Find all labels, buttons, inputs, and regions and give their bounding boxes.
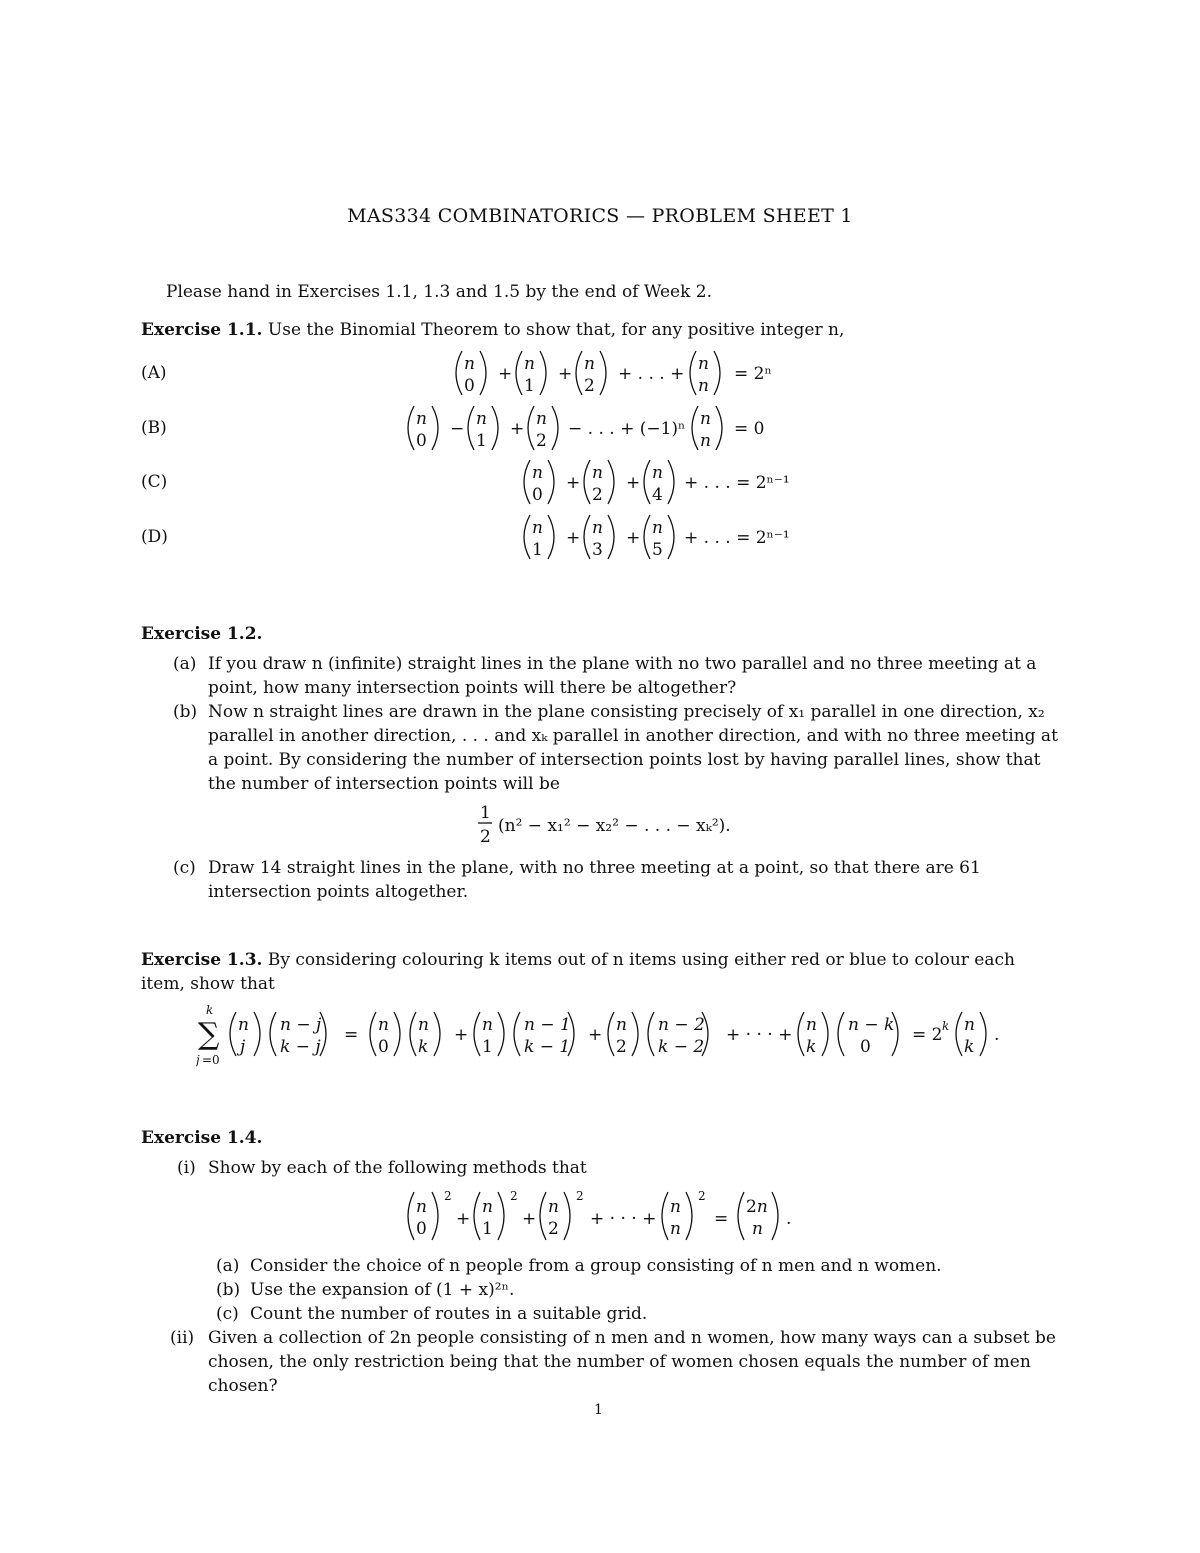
exercise-1-2-c-label: (c) bbox=[173, 858, 196, 878]
svg-text:1: 1 bbox=[532, 540, 543, 560]
exercise-1-3-heading: Exercise 1.3. bbox=[141, 950, 263, 970]
svg-text:n: n bbox=[532, 463, 543, 483]
svg-text:n: n bbox=[964, 1015, 975, 1035]
svg-text:n: n bbox=[700, 409, 711, 429]
exercise-1-4-i-text: Show by each of the following methods that bbox=[208, 1158, 587, 1178]
svg-text:1: 1 bbox=[482, 1219, 493, 1239]
exercise-1-4-heading: Exercise 1.4. bbox=[141, 1128, 263, 1148]
svg-text:+: + bbox=[566, 528, 581, 548]
svg-text:=: = bbox=[714, 1209, 729, 1229]
svg-text:n: n bbox=[670, 1197, 681, 1217]
page-title: MAS334 COMBINATORICS — PROBLEM SHEET 1 bbox=[347, 205, 853, 227]
svg-text:n: n bbox=[464, 354, 475, 374]
exercise-1-1-heading: Exercise 1.1. bbox=[141, 320, 263, 340]
svg-text:n: n bbox=[592, 518, 603, 538]
binom-n-0 bbox=[456, 351, 486, 396]
svg-text:+: + bbox=[558, 364, 573, 384]
svg-text:∑: ∑ bbox=[198, 1017, 220, 1052]
svg-text:0: 0 bbox=[378, 1037, 389, 1057]
svg-text:n: n bbox=[548, 1197, 559, 1217]
svg-text:n: n bbox=[482, 1197, 493, 1217]
exercise-1-4-a-text: Consider the choice of n people from a group consisting of n men and n women. bbox=[250, 1256, 942, 1276]
exercise-1-4-identity bbox=[392, 1186, 812, 1246]
svg-text:n: n bbox=[670, 1219, 681, 1239]
svg-text:n: n bbox=[752, 1219, 763, 1239]
exercise-1-4-ii-text: Given a collection of 2n people consisting of n men and n women, how many ways can a subset be chosen, the only restriction being that the number of women chosen equals the number of men chosen? bbox=[208, 1328, 1056, 1396]
svg-text:n: n bbox=[532, 518, 543, 538]
svg-text:n: n bbox=[238, 1015, 249, 1035]
svg-text:j: j bbox=[196, 1053, 200, 1067]
svg-text:2: 2 bbox=[536, 431, 547, 451]
svg-text:1: 1 bbox=[482, 1037, 493, 1057]
eq-a-rhs: = 2ⁿ bbox=[734, 364, 772, 384]
svg-text:=0: =0 bbox=[202, 1053, 220, 1067]
exercise-1-4-b-label: (b) bbox=[216, 1280, 241, 1300]
svg-text:2: 2 bbox=[698, 1189, 706, 1203]
binom-n-1 bbox=[516, 351, 546, 396]
svg-text:n: n bbox=[584, 354, 595, 374]
svg-text:+: + bbox=[626, 528, 641, 548]
exercise-1-1-text: Use the Binomial Theorem to show that, for any positive integer n, bbox=[267, 320, 845, 340]
svg-text:2: 2 bbox=[616, 1037, 627, 1057]
eq-b-rhs: = 0 bbox=[734, 419, 765, 439]
exercise-1-2-a-label: (a) bbox=[173, 654, 197, 674]
svg-text:k − 2: k − 2 bbox=[658, 1037, 705, 1057]
svg-text:n: n bbox=[416, 409, 427, 429]
svg-text:2: 2 bbox=[592, 485, 603, 505]
svg-text:n: n bbox=[418, 1015, 429, 1035]
exercise-1-2-b-text: Now n straight lines are drawn in the plane consisting precisely of x₁ parallel in one direction, x₂ parallel in another direction, . . . and xₖ parallel in another direction, and with no three meeting at a point. By considering the number of intersection points lost by having parallel lines, show that the number of intersection points will be bbox=[208, 702, 1058, 794]
svg-text:+: + bbox=[566, 473, 581, 493]
exercise-1-4-ii-label: (ii) bbox=[170, 1328, 195, 1348]
svg-text:n: n bbox=[592, 463, 603, 483]
svg-text:k: k bbox=[206, 1003, 214, 1017]
svg-text:+: + bbox=[456, 1209, 471, 1229]
svg-text:2: 2 bbox=[444, 1189, 452, 1203]
svg-text:k: k bbox=[964, 1037, 975, 1057]
svg-text:n: n bbox=[652, 463, 663, 483]
svg-text:+: + bbox=[522, 1209, 537, 1229]
svg-text:j: j bbox=[240, 1037, 246, 1057]
svg-text:0: 0 bbox=[464, 376, 475, 396]
exercise-1-3-text: By considering colouring k items out of n items using either red or blue to colour each item, show that bbox=[141, 950, 1015, 994]
svg-text:0: 0 bbox=[416, 431, 427, 451]
svg-text:n: n bbox=[476, 409, 487, 429]
eq-label-b: (B) bbox=[141, 418, 167, 438]
svg-text:n: n bbox=[416, 1197, 427, 1217]
exercise-1-3-identity bbox=[196, 1000, 1016, 1072]
svg-text:0: 0 bbox=[532, 485, 543, 505]
svg-text:k: k bbox=[942, 1019, 950, 1033]
svg-text:2: 2 bbox=[548, 1219, 559, 1239]
exercise-1-2-b-label: (b) bbox=[173, 702, 198, 722]
svg-text:+: + bbox=[454, 1025, 469, 1045]
equation-c bbox=[508, 454, 808, 510]
svg-text:k: k bbox=[806, 1037, 817, 1057]
svg-text:n: n bbox=[524, 354, 535, 374]
svg-text:4: 4 bbox=[652, 485, 663, 505]
exercise-1-4-c-text: Count the number of routes in a suitable grid. bbox=[250, 1304, 648, 1324]
eq-b-sign: − . . . + (−1)ⁿ bbox=[568, 419, 686, 439]
svg-text:k − 1: k − 1 bbox=[524, 1037, 571, 1057]
binom-n-n bbox=[690, 351, 720, 396]
svg-text:n: n bbox=[806, 1015, 817, 1035]
svg-text:+ · · · +: + · · · + bbox=[726, 1025, 793, 1045]
svg-text:n − 2: n − 2 bbox=[658, 1015, 705, 1035]
svg-text:n: n bbox=[378, 1015, 389, 1035]
svg-text:+: + bbox=[588, 1025, 603, 1045]
svg-text:1: 1 bbox=[524, 376, 535, 396]
equation-d bbox=[508, 509, 808, 565]
exercise-1-2-formula bbox=[474, 800, 744, 850]
svg-text:+ · · · +: + · · · + bbox=[590, 1209, 657, 1229]
eq-label-c: (C) bbox=[141, 472, 168, 492]
svg-text:+: + bbox=[498, 364, 513, 384]
equation-b bbox=[392, 400, 792, 456]
page-number: 1 bbox=[594, 1402, 603, 1418]
exercise-1-4-b-text: Use the expansion of (1 + x)²ⁿ. bbox=[250, 1280, 515, 1300]
svg-text:+ . . . +: + . . . + bbox=[618, 364, 685, 384]
svg-text:2: 2 bbox=[510, 1189, 518, 1203]
svg-text:n: n bbox=[616, 1015, 627, 1035]
fraction-numerator: 1 bbox=[480, 803, 491, 823]
exercise-1-4-c-label: (c) bbox=[216, 1304, 239, 1324]
svg-text:+: + bbox=[510, 419, 525, 439]
svg-text:n: n bbox=[698, 376, 709, 396]
exercise-1-2-heading: Exercise 1.2. bbox=[141, 624, 263, 644]
svg-text:1: 1 bbox=[476, 431, 487, 451]
svg-text:.: . bbox=[994, 1025, 1000, 1045]
svg-text:n: n bbox=[698, 354, 709, 374]
svg-text:n − k: n − k bbox=[848, 1015, 895, 1035]
svg-text:n: n bbox=[700, 431, 711, 451]
eq-c-rhs: + . . . = 2ⁿ⁻¹ bbox=[684, 473, 790, 493]
svg-text:k − j: k − j bbox=[280, 1037, 321, 1057]
exercise-1-1-intro bbox=[141, 318, 844, 342]
svg-text:n: n bbox=[652, 518, 663, 538]
svg-text:n − j: n − j bbox=[280, 1015, 322, 1035]
svg-text:3: 3 bbox=[592, 540, 603, 560]
exercise-1-2-a-text: If you draw n (infinite) straight lines in the plane with no two parallel and no three meeting at a point, how many intersection points will there be altogether? bbox=[208, 654, 1037, 698]
svg-text:n − 1: n − 1 bbox=[524, 1015, 571, 1035]
eq-label-a: (A) bbox=[141, 363, 167, 383]
fraction-denominator: 2 bbox=[480, 827, 491, 847]
equation-a bbox=[440, 345, 800, 401]
svg-text:2: 2 bbox=[584, 376, 595, 396]
svg-text:0: 0 bbox=[416, 1219, 427, 1239]
exercise-1-4-i-label: (i) bbox=[177, 1158, 196, 1178]
svg-text:=: = bbox=[344, 1025, 359, 1045]
exercise-1-2-c-text: Draw 14 straight lines in the plane, with no three meeting at a point, so that there are 61 intersection points altogether. bbox=[208, 858, 981, 902]
svg-text:k: k bbox=[418, 1037, 429, 1057]
svg-text:= 2: = 2 bbox=[912, 1025, 943, 1045]
intro-text: Please hand in Exercises 1.1, 1.3 and 1.5 by the end of Week 2. bbox=[166, 282, 713, 302]
eq-d-rhs: + . . . = 2ⁿ⁻¹ bbox=[684, 528, 790, 548]
formula-expression: (n² − x₁² − x₂² − . . . − xₖ²). bbox=[498, 816, 731, 836]
svg-text:−: − bbox=[450, 419, 465, 439]
svg-text:n: n bbox=[482, 1015, 493, 1035]
svg-text:n: n bbox=[536, 409, 547, 429]
svg-text:+: + bbox=[626, 473, 641, 493]
svg-text:2: 2 bbox=[576, 1189, 584, 1203]
svg-text:.: . bbox=[786, 1209, 792, 1229]
exercise-1-4-a-label: (a) bbox=[216, 1256, 240, 1276]
exercise-1-3-intro bbox=[141, 948, 1061, 996]
svg-text:2n: 2n bbox=[746, 1197, 768, 1217]
binom-n-2 bbox=[576, 351, 606, 396]
svg-text:5: 5 bbox=[652, 540, 663, 560]
svg-text:0: 0 bbox=[860, 1037, 871, 1057]
eq-label-d: (D) bbox=[141, 527, 168, 547]
